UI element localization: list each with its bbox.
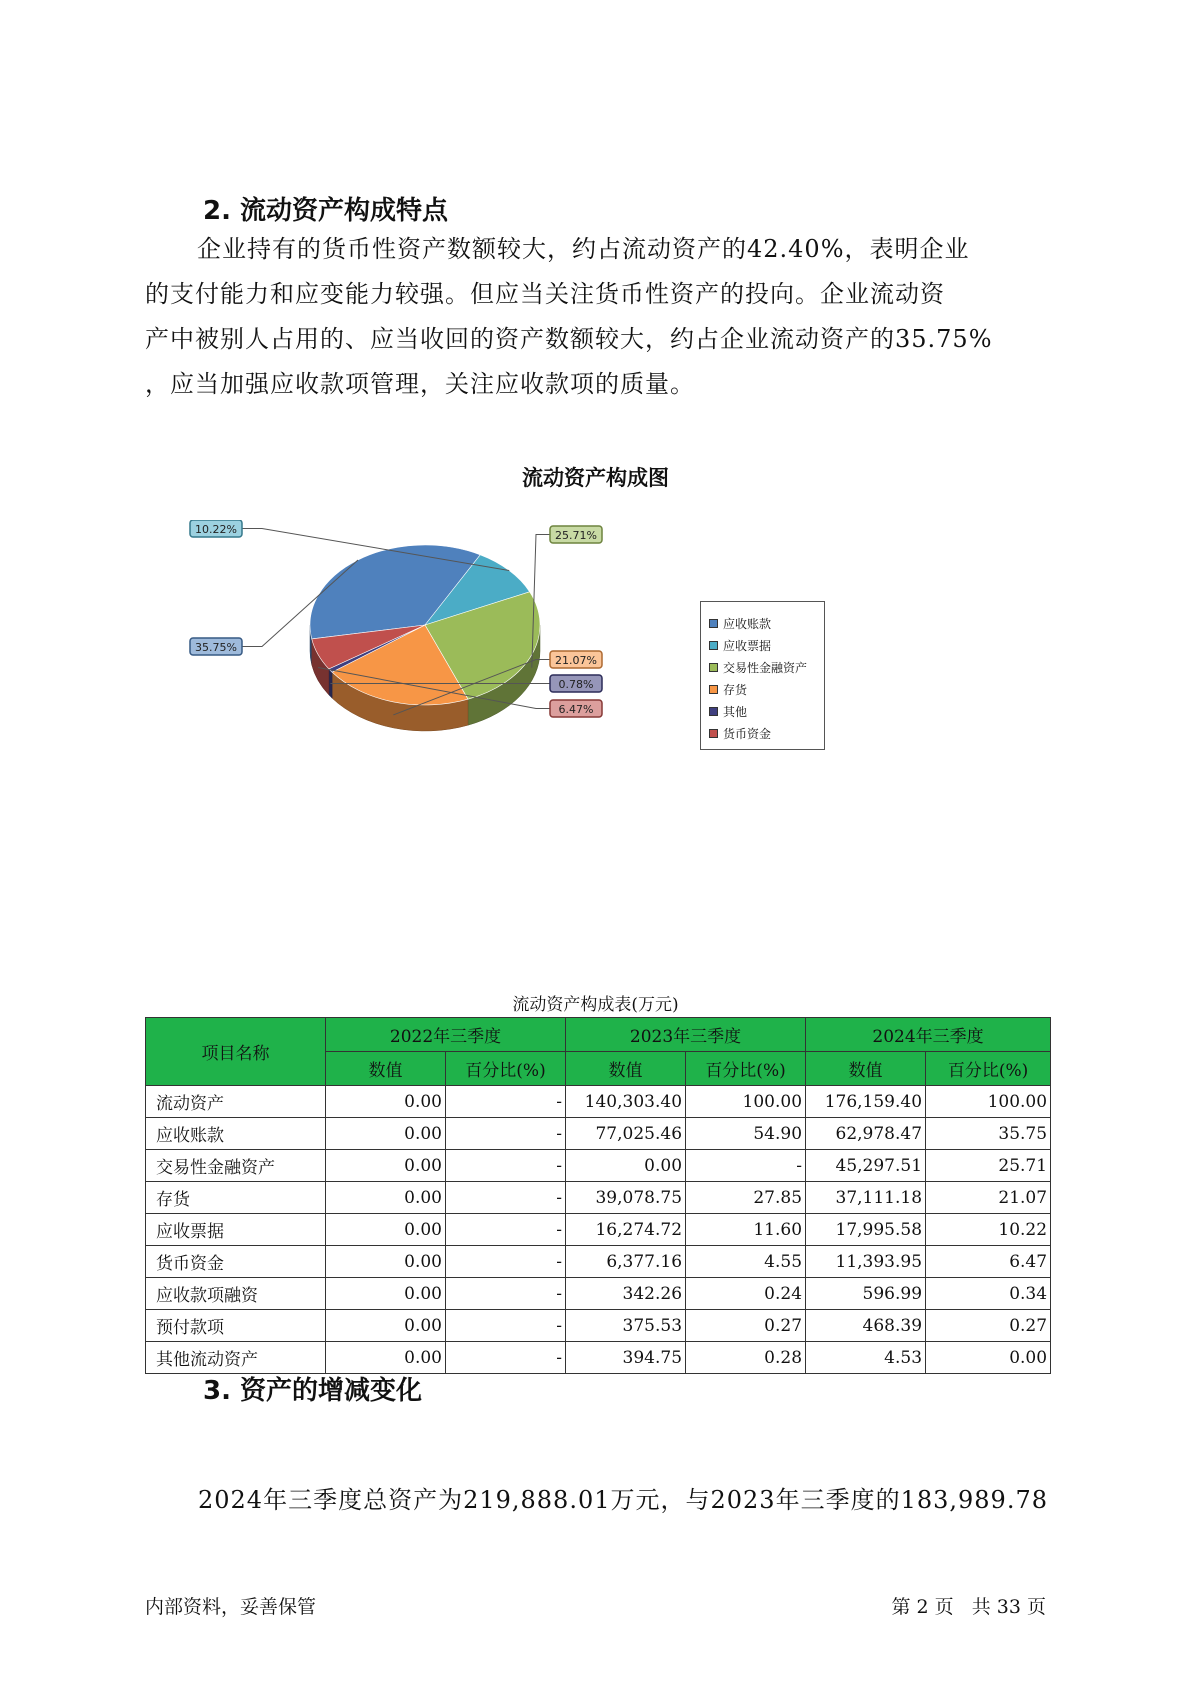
table-cell: 0.00	[326, 1118, 446, 1150]
table-cell: 39,078.75	[566, 1182, 686, 1214]
legend-label: 交易性金融资产	[723, 660, 808, 675]
table-row	[146, 1182, 1051, 1214]
paragraph-line: 的支付能力和应变能力较强。但应当关注货币性资产的投向。企业流动资	[145, 280, 945, 308]
table-cell: 0.00	[326, 1278, 446, 1310]
chart-title: 流动资产构成图	[522, 466, 669, 490]
table-cell: 0.00	[326, 1310, 446, 1342]
row-label: 应收款项融资	[146, 1278, 326, 1310]
row-label: 应收账款	[146, 1118, 326, 1150]
table-cell: 0.00	[326, 1214, 446, 1246]
table-cell: 4.55	[686, 1246, 806, 1278]
data-label: 35.75%	[195, 641, 237, 654]
table-cell: 0.24	[686, 1278, 806, 1310]
table-cell: 27.85	[686, 1182, 806, 1214]
table-cell: -	[446, 1086, 566, 1118]
table-cell: 16,274.72	[566, 1214, 686, 1246]
footer-left: 内部资料，妥善保管	[145, 1596, 317, 1618]
table-cell: 0.00	[326, 1342, 446, 1374]
table-cell: 140,303.40	[566, 1086, 686, 1118]
table-cell: 6,377.16	[566, 1246, 686, 1278]
table-cell: 17,995.58	[806, 1214, 926, 1246]
table-cell: -	[686, 1150, 806, 1182]
table-cell: 342.26	[566, 1278, 686, 1310]
table-cell: 0.00	[326, 1182, 446, 1214]
table-row	[146, 1246, 1051, 1278]
table-cell: 37,111.18	[806, 1182, 926, 1214]
table-cell: 0.27	[926, 1310, 1051, 1342]
header-value: 数值	[806, 1052, 926, 1086]
table-cell: -	[446, 1342, 566, 1374]
header-percent: 百分比(%)	[446, 1052, 566, 1086]
row-label: 预付款项	[146, 1310, 326, 1342]
table-cell: -	[446, 1214, 566, 1246]
table-cell: 4.53	[806, 1342, 926, 1374]
table-cell: 10.22	[926, 1214, 1051, 1246]
data-label: 25.71%	[555, 529, 597, 542]
table-cell: 0.34	[926, 1278, 1051, 1310]
table-caption: 流动资产构成表(万元)	[512, 995, 679, 1015]
paragraph-line: ，应当加强应收款项管理，关注应收款项的质量。	[145, 370, 695, 398]
header-period: 2023年三季度	[566, 1018, 806, 1052]
table-cell: 77,025.46	[566, 1118, 686, 1150]
table-cell: 6.47	[926, 1246, 1051, 1278]
table-cell: 375.53	[566, 1310, 686, 1342]
table-cell: 0.27	[686, 1310, 806, 1342]
header-value: 数值	[326, 1052, 446, 1086]
legend-item	[709, 656, 816, 678]
table-cell: 468.39	[806, 1310, 926, 1342]
table-cell: 100.00	[686, 1086, 806, 1118]
legend-label: 存货	[723, 682, 748, 697]
table-cell: 0.28	[686, 1342, 806, 1374]
row-label: 应收票据	[146, 1214, 326, 1246]
row-label: 流动资产	[146, 1086, 326, 1118]
header-period: 2024年三季度	[806, 1018, 1051, 1052]
table-row	[146, 1214, 1051, 1246]
header-percent: 百分比(%)	[686, 1052, 806, 1086]
paragraph-line: 企业持有的货币性资产数额较大，约占流动资产的42.40%，表明企业	[197, 235, 970, 263]
data-label: 21.07%	[555, 654, 597, 667]
table-cell: 0.00	[326, 1150, 446, 1182]
table-cell: -	[446, 1246, 566, 1278]
table-cell: -	[446, 1310, 566, 1342]
legend-swatch	[709, 641, 718, 650]
table-cell: -	[446, 1182, 566, 1214]
header-period: 2022年三季度	[326, 1018, 566, 1052]
legend-swatch	[709, 707, 718, 716]
table-cell: 176,159.40	[806, 1086, 926, 1118]
table-cell: 100.00	[926, 1086, 1051, 1118]
table-cell: 596.99	[806, 1278, 926, 1310]
header-value: 数值	[566, 1052, 686, 1086]
footer-page-number: 第 2 页 共 33 页	[891, 1596, 1046, 1618]
table-cell: 0.00	[926, 1342, 1051, 1374]
table-row	[146, 1342, 1051, 1374]
table-cell: 0.00	[566, 1150, 686, 1182]
section-heading: 3. 资产的增减变化	[203, 1376, 423, 1406]
table-row	[146, 1150, 1051, 1182]
table-cell: 25.71	[926, 1150, 1051, 1182]
table-cell: 21.07	[926, 1182, 1051, 1214]
data-label: 6.47%	[558, 703, 594, 716]
legend-label: 货币资金	[723, 726, 772, 741]
data-label: 10.22%	[195, 523, 237, 536]
legend-item	[709, 634, 816, 656]
current-assets-table	[145, 1017, 1051, 1374]
row-label: 交易性金融资产	[146, 1150, 326, 1182]
legend-swatch	[709, 663, 718, 672]
legend-swatch	[709, 619, 718, 628]
table-cell: 11.60	[686, 1214, 806, 1246]
legend-label: 应收账款	[723, 616, 772, 631]
legend-item	[709, 678, 816, 700]
table-cell: 394.75	[566, 1342, 686, 1374]
legend-item	[709, 700, 816, 722]
table-cell: 35.75	[926, 1118, 1051, 1150]
legend-label: 其他	[723, 704, 748, 719]
legend-swatch	[709, 729, 718, 738]
row-label: 其他流动资产	[146, 1342, 326, 1374]
table-row	[146, 1118, 1051, 1150]
table-cell: 62,978.47	[806, 1118, 926, 1150]
table-cell: -	[446, 1150, 566, 1182]
section-paragraph	[145, 227, 1040, 407]
chart-legend	[700, 601, 825, 750]
header-percent: 百分比(%)	[926, 1052, 1051, 1086]
section-heading: 2. 流动资产构成特点	[203, 196, 449, 226]
table-cell: -	[446, 1118, 566, 1150]
table-cell: 0.00	[326, 1246, 446, 1278]
legend-label: 应收票据	[723, 638, 772, 653]
table-row	[146, 1278, 1051, 1310]
table-row	[146, 1310, 1051, 1342]
table-cell: 11,393.95	[806, 1246, 926, 1278]
row-label: 货币资金	[146, 1246, 326, 1278]
paragraph-line: 产中被别人占用的、应当收回的资产数额较大，约占企业流动资产的35.75%	[145, 325, 993, 353]
legend-item	[709, 722, 816, 744]
table-header-row	[146, 1018, 1051, 1052]
legend-swatch	[709, 685, 718, 694]
header-item-name: 项目名称	[146, 1018, 326, 1086]
table-cell: 54.90	[686, 1118, 806, 1150]
row-label: 存货	[146, 1182, 326, 1214]
data-label: 0.78%	[558, 678, 594, 691]
pie-chart	[150, 520, 670, 770]
table-cell: 45,297.51	[806, 1150, 926, 1182]
section-paragraph: 2024年三季度总资产为219,888.01万元，与2023年三季度的183,989.78	[198, 1486, 1048, 1514]
table-row	[146, 1086, 1051, 1118]
table-cell: -	[446, 1278, 566, 1310]
table-cell: 0.00	[326, 1086, 446, 1118]
legend-item	[709, 612, 816, 634]
